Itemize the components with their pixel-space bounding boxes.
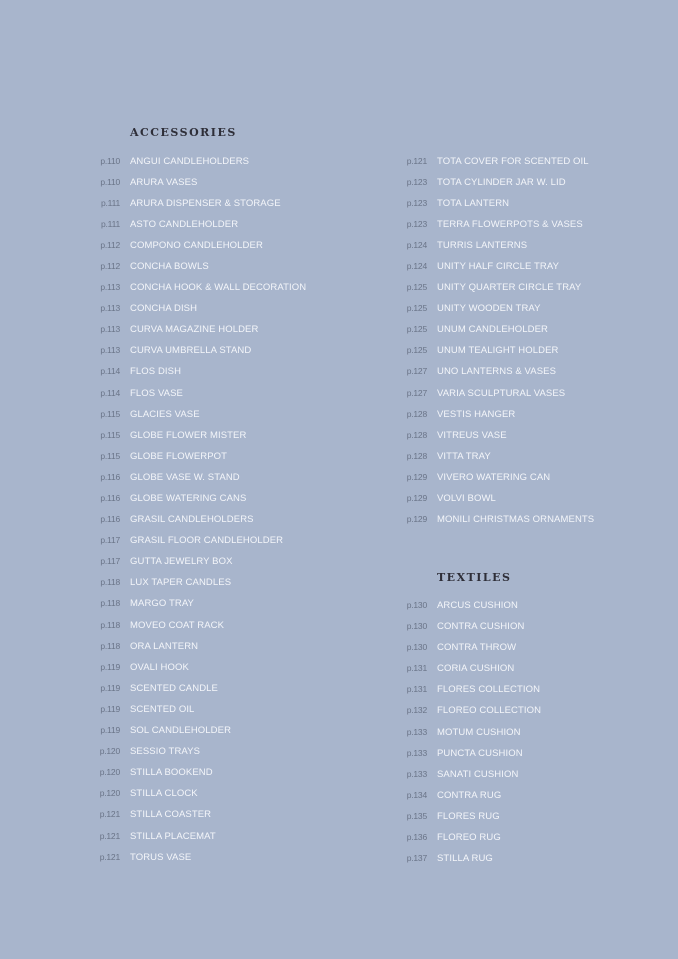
page-number: p.125 xyxy=(406,303,427,314)
index-entry xyxy=(405,277,665,298)
product-name: TORUS VASE xyxy=(130,851,192,863)
index-entry xyxy=(98,636,378,657)
index-entry xyxy=(98,383,378,404)
index-entry xyxy=(98,678,378,699)
index-entry xyxy=(98,783,378,804)
index-entry xyxy=(405,743,665,764)
page-number: p.114 xyxy=(100,387,120,398)
index-entry xyxy=(98,361,378,382)
page-number: p.110 xyxy=(100,176,120,187)
product-name: COMPONO CANDLEHOLDER xyxy=(130,239,263,251)
textiles-heading: TEXTILES xyxy=(437,571,512,584)
page-number: p.125 xyxy=(406,324,427,335)
page-number: p.113 xyxy=(100,324,120,335)
page-number: p.123 xyxy=(406,176,427,187)
product-name: VOLVI BOWL xyxy=(437,493,496,504)
product-name: OVALI HOOK xyxy=(130,661,189,673)
page-number: p.116 xyxy=(100,514,120,525)
product-name: STILLA PLACEMAT xyxy=(130,830,216,842)
product-name: FLORES RUG xyxy=(437,810,500,822)
product-name: CURVA MAGAZINE HOLDER xyxy=(130,324,259,336)
index-entry xyxy=(405,848,665,869)
page-number: p.129 xyxy=(406,471,427,482)
page-number: p.133 xyxy=(406,768,427,779)
product-name: UNITY WOODEN TRAY xyxy=(437,303,541,315)
index-entry xyxy=(405,446,665,467)
page-number: p.119 xyxy=(100,703,120,714)
product-name: VARIA SCULPTURAL VASES xyxy=(437,387,566,399)
index-entry xyxy=(405,679,665,700)
product-name: VITTA TRAY xyxy=(437,450,491,462)
page-number: p.128 xyxy=(406,429,427,440)
product-name: FLOREO RUG xyxy=(437,832,501,844)
page-number: p.130 xyxy=(406,621,427,632)
index-entry xyxy=(98,235,378,256)
product-name: SCENTED OIL xyxy=(130,703,195,715)
index-entry xyxy=(98,425,378,446)
product-name: CORIA CUSHION xyxy=(437,663,515,675)
product-name: ARURA DISPENSER & STORAGE xyxy=(130,197,281,209)
index-entry xyxy=(405,722,665,743)
page-number: p.127 xyxy=(406,366,427,377)
index-entry xyxy=(405,235,665,256)
index-entry xyxy=(405,340,665,361)
page-number: p.120 xyxy=(99,746,120,757)
product-name: FLORES COLLECTION xyxy=(437,684,541,696)
index-entry xyxy=(98,488,378,509)
product-name: GLACIES VASE xyxy=(130,408,200,420)
page-number: p.129 xyxy=(406,514,427,525)
product-name: ORA LANTERN xyxy=(130,640,199,652)
product-name: VESTIS HANGER xyxy=(437,408,516,420)
product-name: SOL CANDLEHOLDER xyxy=(130,725,232,737)
product-name: SESSIO TRAYS xyxy=(130,746,201,758)
page-number: p.118 xyxy=(100,598,120,609)
product-name: GLOBE FLOWERPOT xyxy=(130,450,228,462)
index-entry xyxy=(98,657,378,678)
index-entry xyxy=(405,806,665,827)
product-name: FLOS VASE xyxy=(130,387,183,399)
product-name: UNITY QUARTER CIRCLE TRAY xyxy=(437,282,582,294)
page-number: p.123 xyxy=(406,218,427,229)
page-number: p.116 xyxy=(100,493,120,503)
page-number: p.128 xyxy=(406,408,427,419)
page-number: p.119 xyxy=(100,682,120,693)
page-number: p.113 xyxy=(100,282,120,293)
page-number: p.130 xyxy=(406,600,427,610)
product-name: STILLA BOOKEND xyxy=(130,767,213,779)
page-number: p.121 xyxy=(99,809,120,820)
index-entry xyxy=(98,214,378,235)
index-entry xyxy=(405,151,665,172)
product-name: LUX TAPER CANDLES xyxy=(130,577,232,589)
index-entry xyxy=(405,595,665,616)
index-entry xyxy=(98,509,378,530)
index-entry xyxy=(98,741,378,762)
page-number: p.116 xyxy=(100,471,120,482)
page-number: p.136 xyxy=(406,832,427,843)
page-number: p.124 xyxy=(406,239,427,250)
product-name: UNUM CANDLEHOLDER xyxy=(437,324,548,336)
product-name: SCENTED CANDLE xyxy=(130,682,218,694)
index-entry xyxy=(98,551,378,572)
index-entry xyxy=(405,509,665,530)
page-number: p.128 xyxy=(406,450,427,461)
index-entry xyxy=(98,467,378,488)
page-number: p.115 xyxy=(100,429,120,440)
index-entry xyxy=(98,762,378,783)
product-name: CURVA UMBRELLA STAND xyxy=(130,345,252,357)
index-entry xyxy=(405,256,665,277)
page-number: p.111 xyxy=(100,218,120,229)
page-number: p.131 xyxy=(406,684,427,695)
accessories-heading: ACCESSORIES xyxy=(130,126,237,139)
page-number: p.119 xyxy=(100,725,120,736)
product-name: GRASIL FLOOR CANDLEHOLDER xyxy=(130,535,284,547)
index-entry xyxy=(405,467,665,488)
page-number: p.134 xyxy=(406,789,427,800)
page-number: p.112 xyxy=(100,239,120,250)
product-name: GLOBE FLOWER MISTER xyxy=(130,429,247,441)
index-entry xyxy=(98,172,378,193)
product-name: FLOREO COLLECTION xyxy=(437,705,542,717)
product-name: TURRIS LANTERNS xyxy=(437,239,528,251)
product-name: CONTRA CUSHION xyxy=(437,621,525,633)
index-entry xyxy=(405,488,665,509)
product-name: VITREUS VASE xyxy=(437,429,507,441)
index-entry xyxy=(98,319,378,340)
product-name: CONTRA THROW xyxy=(437,642,517,654)
accessories-list xyxy=(98,151,378,868)
index-entry xyxy=(98,699,378,720)
product-name: SANATI CUSHION xyxy=(437,768,519,780)
index-entry xyxy=(405,383,665,404)
index-entry xyxy=(98,277,378,298)
page-number: p.118 xyxy=(100,577,120,588)
index-entry xyxy=(405,785,665,806)
product-name: FLOS DISH xyxy=(130,366,182,378)
page-number: p.130 xyxy=(406,642,427,653)
page-number: p.121 xyxy=(99,830,120,841)
index-entry xyxy=(405,827,665,848)
product-name: UNO LANTERNS & VASES xyxy=(437,366,557,378)
index-entry xyxy=(405,658,665,679)
product-name: TOTA CYLINDER JAR W. LID xyxy=(437,176,566,188)
page-number: p.118 xyxy=(100,640,120,651)
index-entry xyxy=(98,720,378,741)
product-name: GUTTA JEWELRY BOX xyxy=(130,556,233,568)
product-name: ANGUI CANDLEHOLDERS xyxy=(130,155,250,167)
index-entry xyxy=(98,847,378,868)
index-entry xyxy=(98,615,378,636)
index-entry xyxy=(98,256,378,277)
product-name: STILLA CLOCK xyxy=(130,788,198,800)
page-number: p.115 xyxy=(100,450,120,461)
index-entry xyxy=(405,700,665,721)
product-name: MONILI CHRISTMAS ORNAMENTS xyxy=(437,514,595,526)
page-number: p.121 xyxy=(406,155,427,166)
textiles-list xyxy=(405,595,665,869)
page-number: p.124 xyxy=(406,260,427,271)
index-entry xyxy=(98,826,378,847)
index-entry xyxy=(405,425,665,446)
product-name: MOVEO COAT RACK xyxy=(130,619,225,631)
product-name: CONCHA HOOK & WALL DECORATION xyxy=(130,282,307,294)
index-entry xyxy=(98,804,378,825)
page-number: p.135 xyxy=(406,810,427,821)
index-entry xyxy=(405,637,665,658)
index-entry xyxy=(98,340,378,361)
product-name: ASTO CANDLEHOLDER xyxy=(130,218,239,230)
index-entry xyxy=(405,214,665,235)
index-entry xyxy=(98,298,378,319)
page-number: p.133 xyxy=(406,726,427,737)
product-name: TOTA LANTERN xyxy=(437,197,510,209)
index-entry xyxy=(98,446,378,467)
product-name: VIVERO WATERING CAN xyxy=(437,471,551,483)
page-number: p.123 xyxy=(406,197,427,208)
index-entry xyxy=(98,151,378,172)
page-number: p.131 xyxy=(406,663,427,674)
product-name: STILLA COASTER xyxy=(130,809,212,821)
page-number: p.113 xyxy=(100,303,120,314)
product-name: TOTA COVER FOR SCENTED OIL xyxy=(437,155,589,167)
page-number: p.117 xyxy=(100,535,120,546)
product-name: GLOBE VASE W. STAND xyxy=(130,471,240,483)
index-entry xyxy=(405,193,665,214)
product-name: PUNCTA CUSHION xyxy=(437,747,523,759)
product-name: MARGO TRAY xyxy=(130,598,194,610)
product-name: CONCHA BOWLS xyxy=(130,260,209,272)
page-number: p.120 xyxy=(99,767,120,778)
page-number: p.119 xyxy=(100,661,120,672)
product-name: UNUM TEALIGHT HOLDER xyxy=(437,345,559,357)
page-number: p.112 xyxy=(100,260,120,271)
index-entry xyxy=(98,572,378,593)
page-number: p.125 xyxy=(406,345,427,356)
product-name: MOTUM CUSHION xyxy=(437,726,521,738)
index-entry xyxy=(405,764,665,785)
product-name: CONTRA RUG xyxy=(437,789,502,801)
product-name: UNITY HALF CIRCLE TRAY xyxy=(437,260,560,272)
page-number: p.125 xyxy=(406,282,427,293)
index-entry xyxy=(98,530,378,551)
accessories-list-continued xyxy=(405,151,665,531)
product-name: ARCUS CUSHION xyxy=(437,600,519,611)
product-name: GRASIL CANDLEHOLDERS xyxy=(130,514,254,526)
page-number: p.110 xyxy=(100,155,120,166)
product-name: CONCHA DISH xyxy=(130,303,198,315)
product-name: TERRA FLOWERPOTS & VASES xyxy=(437,218,583,230)
page-number: p.111 xyxy=(100,197,120,208)
page-number: p.137 xyxy=(406,853,427,864)
page-number: p.118 xyxy=(100,619,120,630)
product-name: STILLA RUG xyxy=(437,853,493,865)
index-entry xyxy=(405,361,665,382)
page-number: p.133 xyxy=(406,747,427,758)
page-number: p.120 xyxy=(99,788,120,799)
page-number: p.117 xyxy=(100,556,120,567)
product-name: ARURA VASES xyxy=(130,176,198,188)
page-number: p.115 xyxy=(100,408,120,419)
index-entry xyxy=(98,404,378,425)
index-entry xyxy=(98,193,378,214)
page-number: p.121 xyxy=(99,851,120,862)
index-entry xyxy=(405,319,665,340)
index-entry xyxy=(405,616,665,637)
index-entry xyxy=(98,593,378,614)
page-number: p.113 xyxy=(100,345,120,356)
index-entry xyxy=(405,298,665,319)
index-entry xyxy=(405,172,665,193)
page-number: p.132 xyxy=(406,705,427,716)
page-number: p.114 xyxy=(100,366,120,377)
product-name: GLOBE WATERING CANS xyxy=(130,493,247,504)
index-entry xyxy=(405,404,665,425)
page-number: p.129 xyxy=(406,493,427,503)
page-number: p.127 xyxy=(406,387,427,398)
